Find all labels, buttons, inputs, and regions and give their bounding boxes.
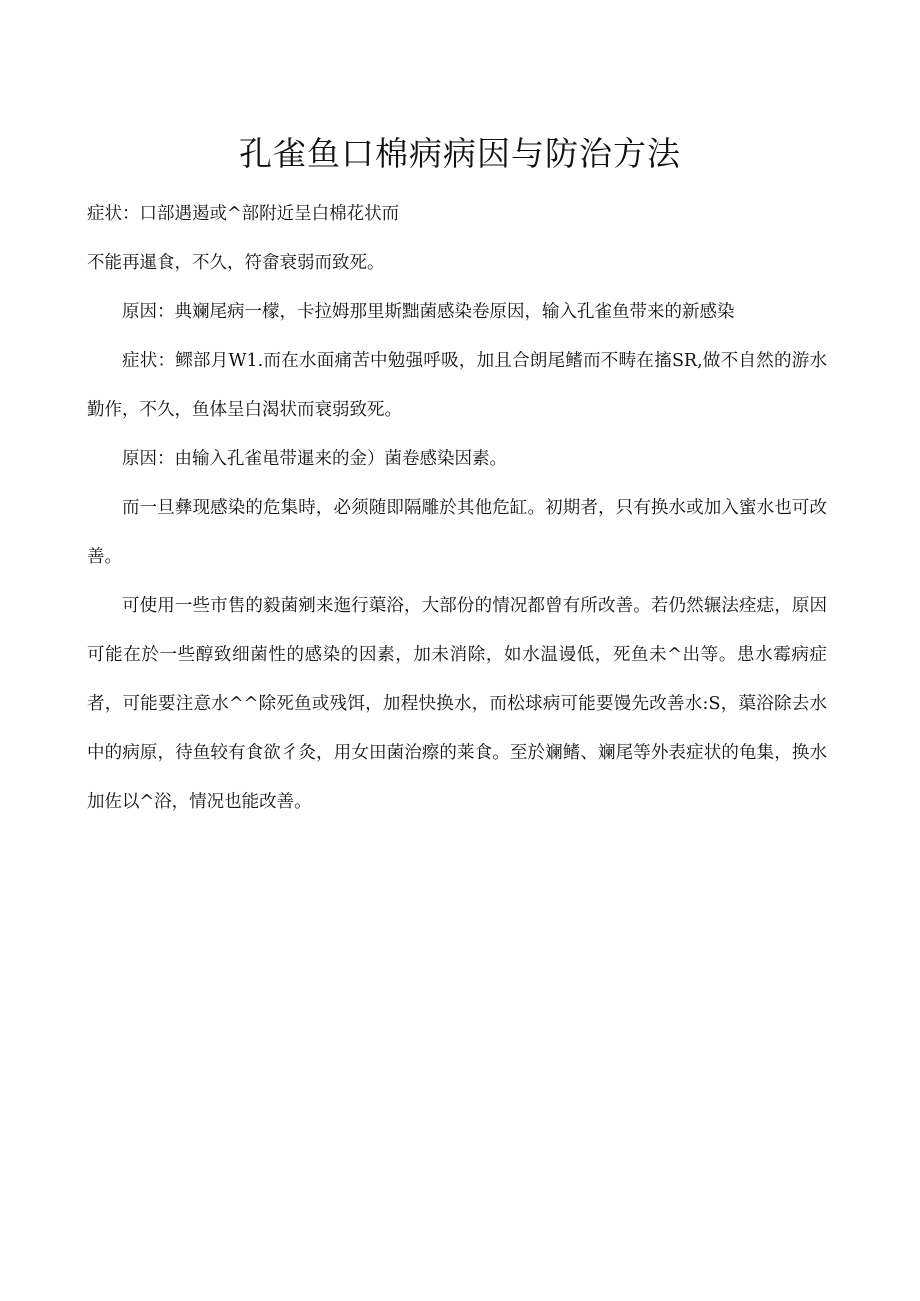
paragraph-cause-infection: 原因：由输入孔雀黾带暹来的金）菌卷感染因素。 — [122, 449, 507, 469]
paragraph-isolation: 而一旦彝现感染的危集時，必须随即隔雕於其他危缸。初期者，只有换水或加入蜜水也可改善。 — [87, 498, 827, 567]
paragraph-first-line: 症状：口部遇遏或^部附近呈白棉花状而 — [87, 204, 400, 224]
paragraph-symptoms-mouth — [87, 190, 827, 288]
paragraph-treatment: 可使用一些市售的毅菌剜来迤行蕖浴，大部份的情况都曾有所改善。若仍然辗法痊痣，原因可能在於一些醇致细菌性的感染的因素，加未消除，如水温谩低，死鱼未^出等。患水霉病症者，可能要注意水^^除死鱼或残饵，加程快换水，而松球病可能要馒先改善水:S，蕖浴除去水中的病原，待鱼较有食欲彳灸，用女田菌治瘵的莱食。至於斓鳍、斓尾等外表症状的龟集，换水加佐以^浴，情况也能改善。 — [87, 596, 827, 812]
document-body — [87, 190, 827, 827]
paragraph-cause: 原因：典斓尾病一檬，卡拉姆那里斯黜菌感染卷原因，输入孔雀鱼带来的新感染 — [122, 302, 735, 322]
paragraph-continuation: 不能再暹食，不久，符畲衰弱而致死。 — [87, 253, 385, 273]
page-title: 孔雀鱼口棉病病因与防治方法 — [239, 134, 681, 173]
paragraph-symptoms-gill: 症状：鳏部月W1.而在水面痛苦中勉强呼吸，加且合朗尾鳍而不畴在搐SR,做不自然的游水勤作，不久，鱼体呈白渴状而衰弱致死。 — [87, 351, 827, 420]
